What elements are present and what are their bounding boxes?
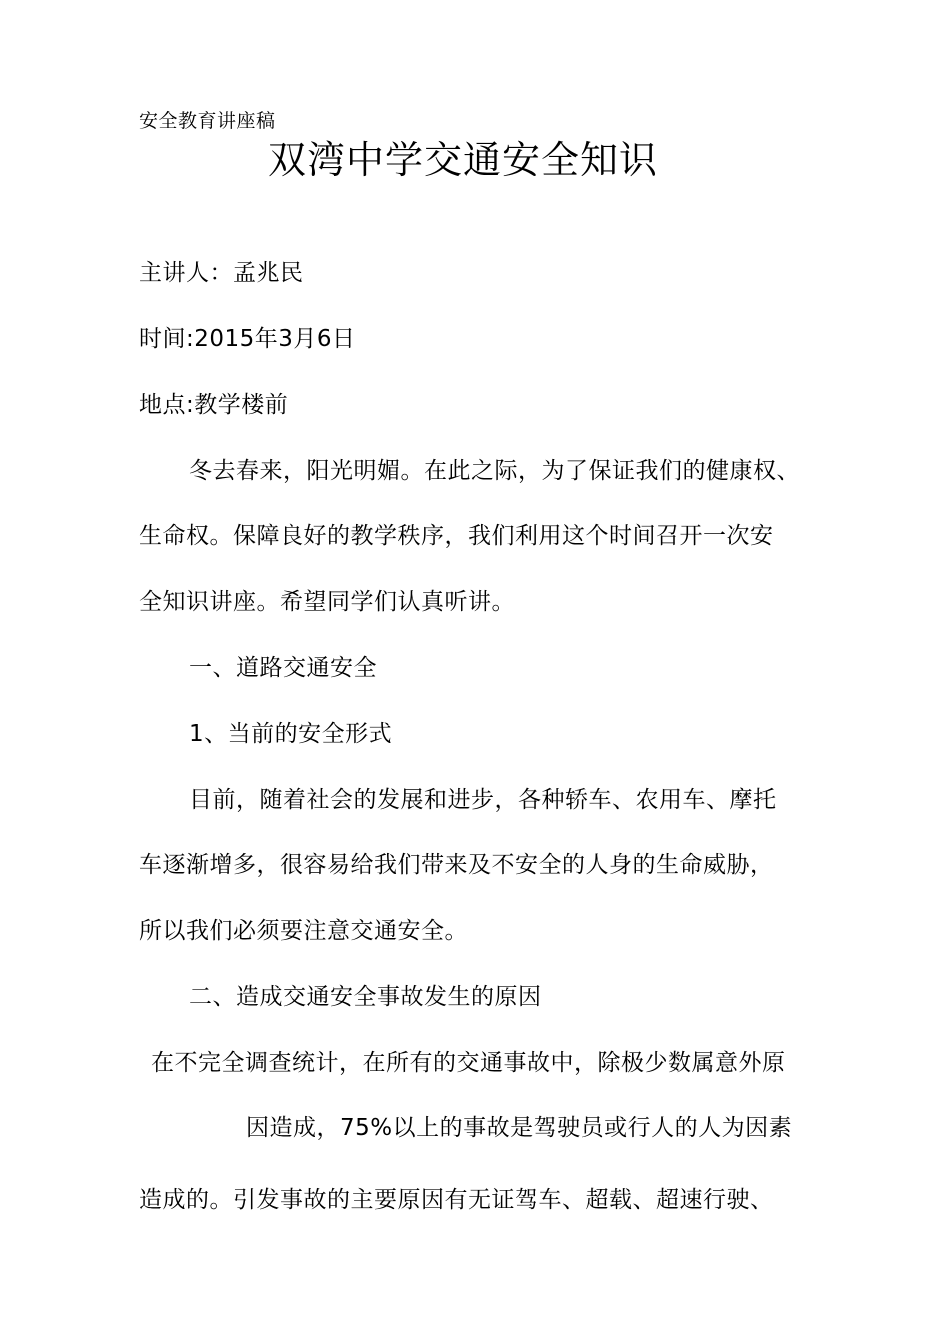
- intro-line: 冬去春来，阳光明媚。在此之际，为了保证我们的健康权、: [189, 458, 800, 484]
- subsection-heading: 1、当前的安全形式: [189, 721, 393, 747]
- paragraph-line: 在不完全调查统计，在所有的交通事故中，除极少数属意外原: [151, 1050, 786, 1076]
- place-line: 地点:教学楼前: [139, 392, 289, 418]
- time-line: 时间:2015年3月6日: [139, 326, 356, 352]
- section-heading: 一、道路交通安全: [189, 655, 377, 681]
- intro-line: 生命权。保障良好的教学秩序，我们利用这个时间召开一次安: [139, 523, 774, 549]
- document-title: 双湾中学交通安全知识: [268, 138, 659, 182]
- section-heading: 二、造成交通安全事故发生的原因: [189, 984, 542, 1010]
- paragraph-line: 所以我们必须要注意交通安全。: [139, 918, 468, 944]
- paragraph-line: 车逐渐增多，很容易给我们带来及不安全的人身的生命威胁，: [139, 852, 774, 878]
- document-header-label: 安全教育讲座稿: [139, 110, 276, 132]
- paragraph-line: 因造成，75%以上的事故是驾驶员或行人的人为因素: [246, 1115, 793, 1141]
- speaker-line: 主讲人：孟兆民: [139, 260, 304, 286]
- paragraph-line: 造成的。引发事故的主要原因有无证驾车、超载、超速行驶、: [139, 1187, 774, 1213]
- intro-line: 全知识讲座。希望同学们认真听讲。: [139, 589, 515, 615]
- paragraph-line: 目前，随着社会的发展和进步，各种轿车、农用车、摩托: [189, 787, 777, 813]
